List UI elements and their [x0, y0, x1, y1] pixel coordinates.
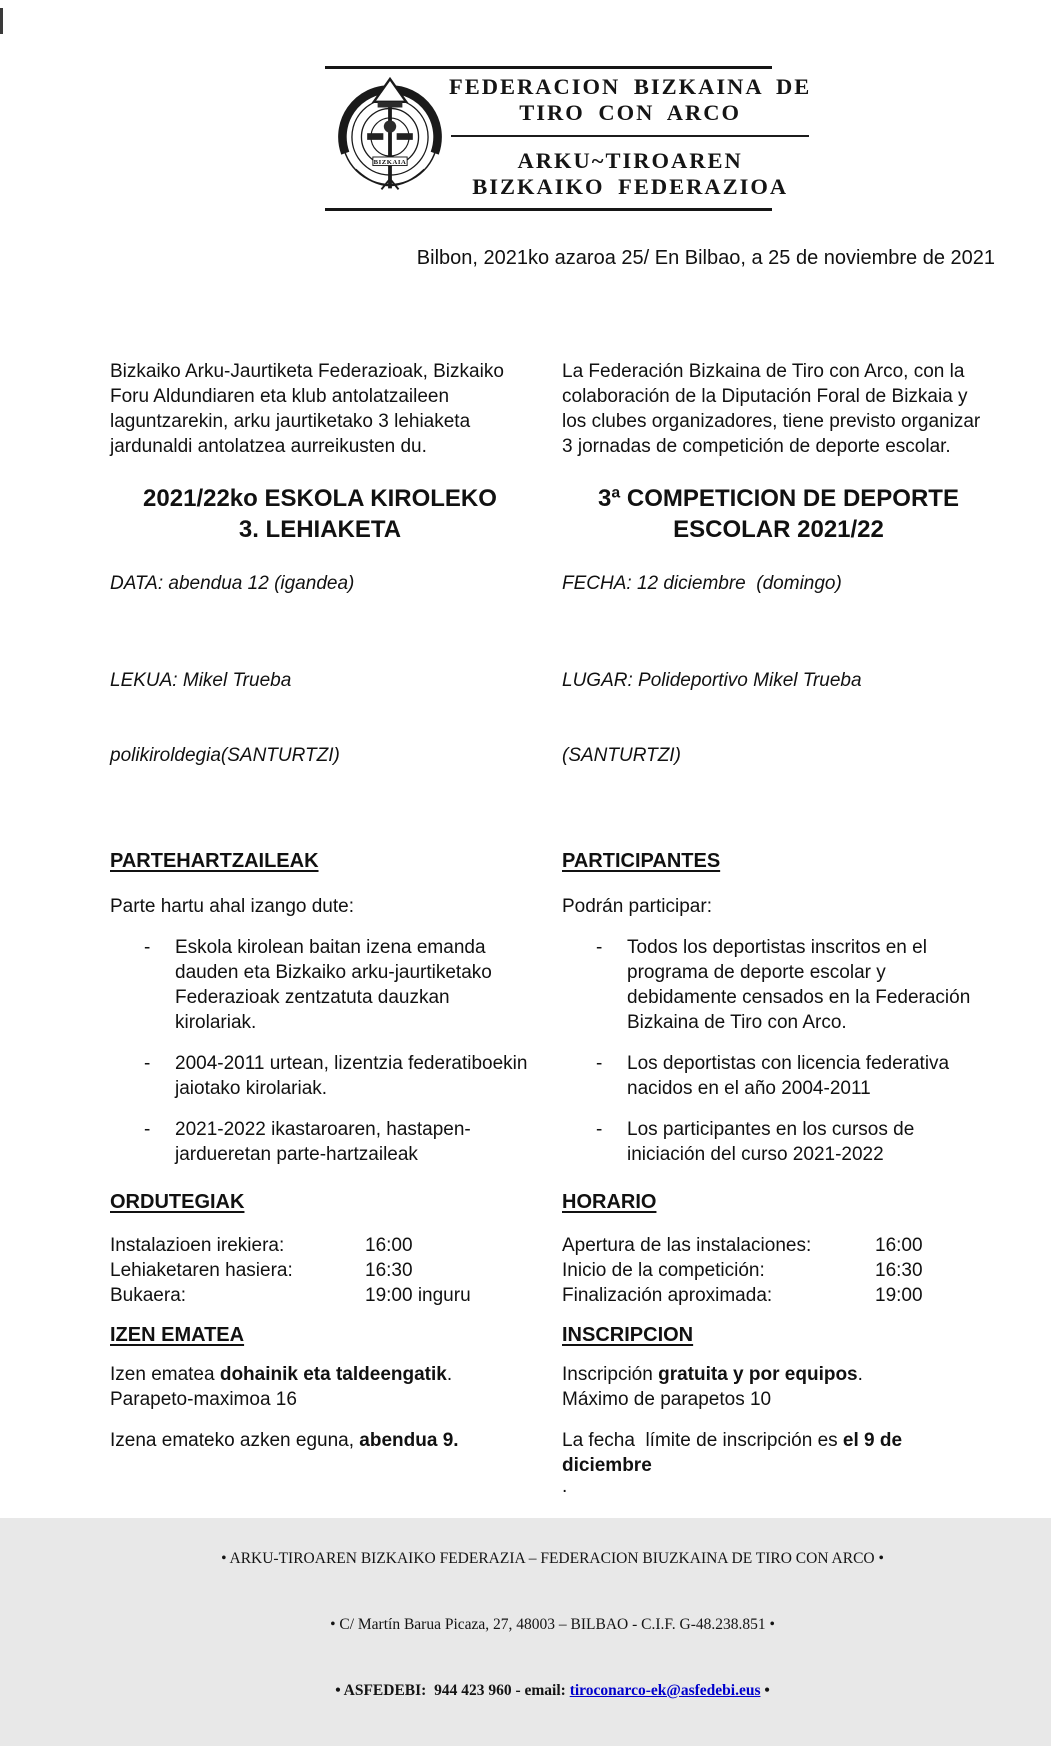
event-place-es-line1: LUGAR: Polideportivo Mikel Trueba — [562, 670, 862, 691]
footer-contact-line — [110, 1680, 995, 1702]
schedule-entry — [562, 1258, 995, 1283]
intro-paragraph-es: La Federación Bizkaina de Tiro con Arco, con la colaboración de la Diputación Foral de Bizkaia y los clubes organizadores, tiene previsto organizar 3 jornadas de competición de deporte escolar. — [562, 361, 986, 457]
event-title-eu — [110, 483, 530, 545]
schedule-label: Apertura de las instalaciones: — [562, 1235, 812, 1256]
bullet-dash: - — [144, 937, 151, 958]
participants-intro-eu: Parte hartu ahal izango dute: — [110, 896, 355, 917]
registration-limit-eu: Parapeto-maximoa 16 — [110, 1389, 297, 1410]
list-item-text: 2021-2022 ikastaroaren, hastapen-jardueretan parte-hartzaileak — [175, 1119, 471, 1165]
registration-heading-eu: IZEN EMATEA — [110, 1324, 245, 1346]
text-bold: abendua 9. — [359, 1430, 459, 1451]
list-item-text: 2004-2011 urtean, lizentzia federatiboekin jaiotako kirolariak. — [175, 1053, 533, 1099]
event-title-es-line2: ESCOLAR 2021/22 — [673, 516, 884, 543]
list-item — [110, 935, 530, 1035]
schedule-label: Bukaera: — [110, 1285, 187, 1306]
schedule-heading-row — [110, 1189, 995, 1215]
registration-heading-row — [110, 1322, 995, 1348]
event-title-row — [110, 483, 995, 545]
event-place-eu-line1: LEKUA: Mikel Trueba — [110, 670, 292, 691]
letterhead-divider — [451, 135, 809, 137]
schedule-time: 16:00 — [875, 1235, 923, 1256]
text-normal: Izena emateko azken eguna, — [110, 1430, 360, 1451]
text-bold: dohainik eta taldeengatik — [219, 1364, 447, 1385]
footer-address-line: • C/ Martín Barua Picaza, 27, 48003 – BILBAO - C.I.F. G-48.238.851 • — [330, 1616, 775, 1633]
bullet-dash: - — [596, 937, 603, 958]
event-title-es — [562, 483, 995, 545]
text-normal: La fecha límite de inscripción es — [562, 1430, 843, 1451]
intro-row — [110, 359, 995, 459]
registration-fee-es — [562, 1362, 995, 1387]
text-bold: gratuita y por equipos — [658, 1364, 858, 1385]
schedule-entry — [562, 1233, 995, 1258]
federation-target-arrow-logo — [331, 76, 449, 198]
schedule-entry — [110, 1233, 530, 1258]
schedule-label: Finalización aproximada: — [562, 1285, 773, 1306]
date-place-es — [562, 571, 995, 818]
schedule-time: 16:00 — [365, 1235, 413, 1256]
bullet-dash: - — [144, 1053, 151, 1074]
participants-list-eu — [110, 935, 533, 1167]
event-title-eu-line1: 2021/22ko ESKOLA KIROLEKO — [143, 485, 497, 512]
registration-row — [110, 1362, 995, 1496]
bullet-dash: - — [596, 1053, 603, 1074]
federation-title-eu-line2: BIZKAIKO FEDERAZIOA — [472, 174, 789, 199]
participants-heading-es: PARTICIPANTES — [562, 850, 721, 872]
event-date-eu: DATA: abendua 12 (igandea) — [110, 573, 355, 594]
schedule-table-es — [562, 1233, 995, 1308]
event-place-es-line2: (SANTURTZI) — [562, 745, 681, 766]
registration-deadline-es — [562, 1428, 995, 1478]
text-bold: el 9 de diciembre — [562, 1430, 908, 1476]
schedule-time: 19:00 inguru — [365, 1285, 471, 1306]
text-normal: Inscripción — [562, 1364, 659, 1385]
list-item-text: Los participantes en los cursos de iniciación del curso 2021-2022 — [627, 1119, 920, 1165]
text-normal: . — [857, 1364, 863, 1385]
registration-limit-es: Máximo de parapetos 10 — [562, 1389, 772, 1410]
event-title-eu-line2: 3. LEHIAKETA — [238, 516, 402, 543]
text-normal: Izen ematea — [110, 1364, 220, 1385]
registration-heading-es: INSCRIPCION — [562, 1324, 694, 1346]
event-place-es — [562, 618, 995, 818]
letterhead — [325, 66, 812, 211]
participants-list-row — [110, 935, 995, 1167]
event-place-eu — [110, 618, 530, 818]
schedule-entry — [562, 1283, 995, 1308]
registration-es — [562, 1362, 995, 1496]
event-date-es: FECHA: 12 diciembre (domingo) — [562, 573, 842, 594]
schedule-table-eu — [110, 1233, 530, 1308]
email-link[interactable]: tiroconarco-ek@asfedebi.eus — [569, 1682, 761, 1699]
intro-paragraph-eu: Bizkaiko Arku-Jaurtiketa Federazioak, Bizkaiko Foru Aldundiaren eta klub antolatzaileen laguntzarekin, arku jaurtiketako 3 lehiaketa jardunaldi antolatzea aurreikusten du. — [110, 361, 510, 457]
participants-list-es — [562, 935, 995, 1167]
schedule-label: Instalazioen irekiera: — [110, 1235, 285, 1256]
event-title-es-line1: 3ª COMPETICION DE DEPORTE — [598, 485, 959, 512]
registration-deadline-eu — [110, 1428, 530, 1453]
federation-title-es-line1: FEDERACION BIZKAINA DE — [449, 74, 812, 99]
date-place-eu — [110, 571, 530, 818]
schedule-entry — [110, 1258, 530, 1283]
date-place-row — [110, 571, 995, 818]
footer-federation-line: • ARKU-TIROAREN BIZKAIKO FEDERAZIA – FEDERACION BIUZKAINA DE TIRO CON ARCO • — [221, 1550, 884, 1567]
schedule-label: Lehiaketaren hasiera: — [110, 1260, 293, 1281]
letterhead-titles — [449, 74, 811, 200]
bullet-dash: - — [144, 1119, 151, 1140]
schedule-time: 19:00 — [875, 1285, 923, 1306]
schedule-heading-eu: ORDUTEGIAK — [110, 1191, 245, 1213]
schedule-entry — [110, 1283, 530, 1308]
logo-banner-text: BIZKAIA — [373, 159, 407, 167]
participants-heading-row — [110, 848, 995, 874]
list-item — [562, 1117, 995, 1167]
bullet-dash: - — [596, 1119, 603, 1140]
participants-intro-row — [110, 894, 995, 919]
registration-fee-eu — [110, 1362, 530, 1387]
participants-intro-es: Podrán participar: — [562, 896, 712, 917]
event-place-eu-line2: polikiroldegia(SANTURTZI) — [110, 745, 340, 766]
footer-bullet: • — [760, 1682, 770, 1699]
footer-phone-text: • ASFEDEBI: 944 423 960 - email: — [335, 1682, 570, 1699]
list-item-text: Todos los deportistas inscritos en el programa de deporte escolar y debidamente censados en la Federación Bizkaina de Tiro con Arco. — [627, 937, 976, 1033]
list-item — [562, 935, 995, 1035]
federation-title-es-line2: TIRO CON ARCO — [519, 100, 742, 125]
screen-edge-artifact — [0, 8, 3, 34]
schedule-time: 16:30 — [875, 1260, 923, 1281]
list-item — [562, 1051, 995, 1101]
list-item-text: Eskola kirolean baitan izena emanda dauden eta Bizkaiko arku-jaurtiketako Federazioak zentzatuta dauzkan kirolariak. — [175, 937, 498, 1033]
federation-title-eu-line1: ARKU~TIROAREN — [517, 148, 743, 173]
footer-contact-block — [110, 1504, 995, 1746]
list-item-text: Los deportistas con licencia federativa nacidos en el año 2004-2011 — [627, 1053, 955, 1099]
schedule-heading-es: HORARIO — [562, 1191, 657, 1213]
schedule-label: Inicio de la competición: — [562, 1260, 765, 1281]
schedule-row — [110, 1233, 995, 1308]
text-normal: . — [446, 1364, 453, 1385]
participants-heading-eu: PARTEHARTZAILEAK — [110, 850, 319, 872]
schedule-time: 16:30 — [365, 1260, 413, 1281]
stray-period: . — [562, 1476, 568, 1497]
list-item — [110, 1117, 530, 1167]
list-item — [110, 1051, 533, 1101]
registration-eu — [110, 1362, 530, 1496]
date-line: Bilbon, 2021ko azaroa 25/ En Bilbao, a 25 de noviembre de 2021 — [416, 247, 995, 269]
